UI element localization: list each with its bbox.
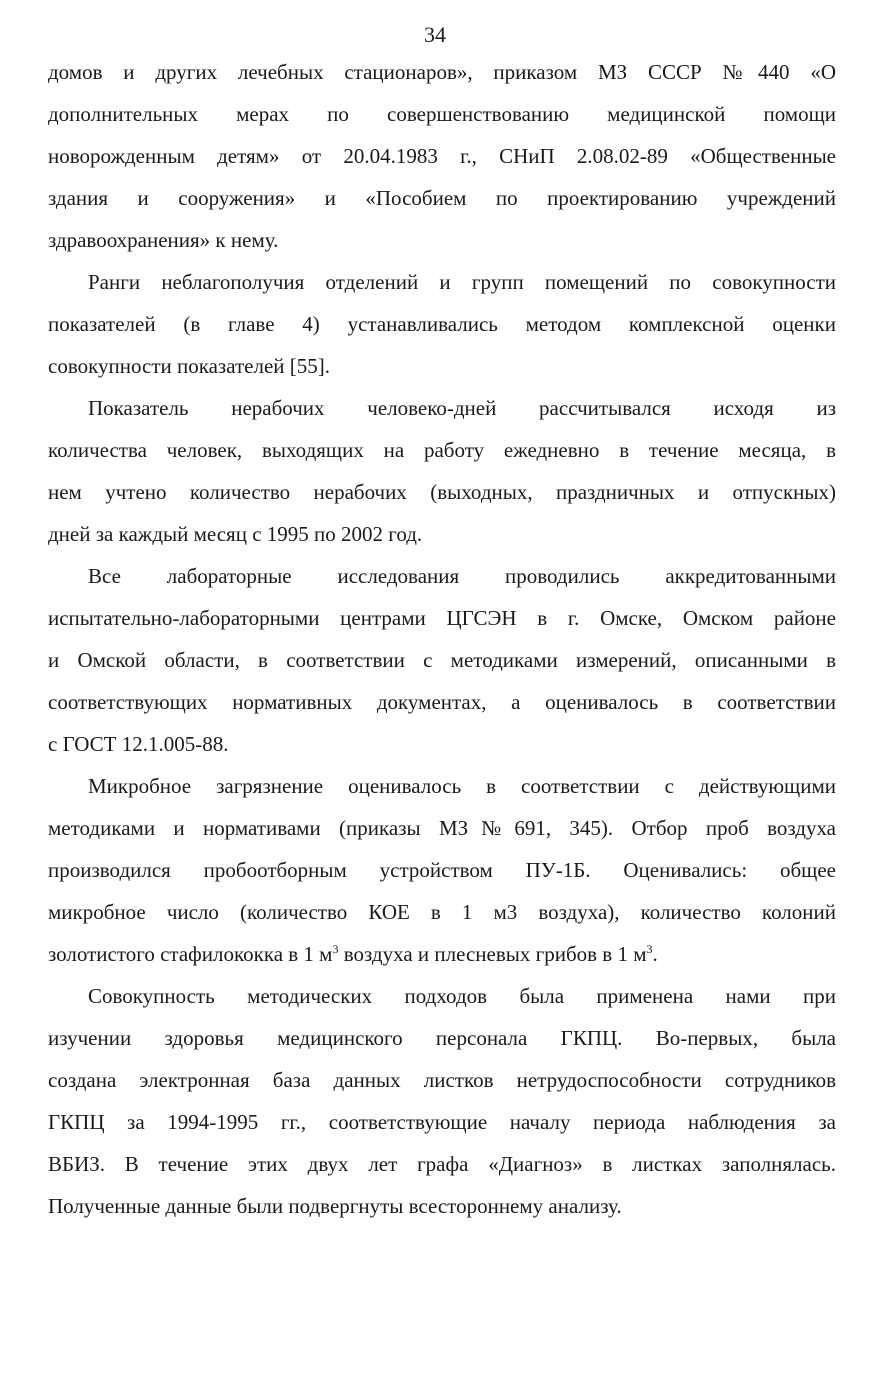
text-line: Микробное загрязнение оценивалось в соответствии с действующими [88,774,836,798]
text-segment: . [652,942,658,966]
text-line: микробное число (количество КОЕ в 1 м3 воздуха), количество колоний [48,900,836,924]
text-line: с ГОСТ 12.1.005-88. [48,732,229,756]
text-line: показателей (в главе 4) устанавливались методом комплексной оценки [48,312,836,336]
text-line: Показатель нерабочих человеко-дней рассчитывался исходя из [88,396,836,420]
text-line: методиками и нормативами (приказы МЗ№691, 345). Отбор проб воздуха [48,816,836,840]
text-line: совокупности показателей [55]. [48,354,331,378]
text-line: дополнительных мерах по совершенствованию медицинской помощи [48,102,836,126]
text-line: Полученные данные были подвергнуты всестороннему анализу. [48,1194,622,1218]
text-segment: золотистого стафилококка в 1 м [48,942,333,966]
superscript: 3 [646,942,653,956]
superscript: 3 [332,942,339,956]
text-segment: воздуха и плесневых грибов в 1 м [338,942,647,966]
text-line: и Омской области, в соответствии с методиками измерений, описанными в [48,648,836,672]
text-line: ГКПЦ за 1994-1995 гг., соответствующие началу периода наблюдения за [48,1110,836,1134]
text-line: ВБИЗ. В течение этих двух лет графа «Диагноз» в листках заполнялась. [48,1152,836,1176]
text-line: нем учтено количество нерабочих (выходных, праздничных и отпускных) [48,480,836,504]
text-line-with-superscripts [48,939,836,969]
text-line: домов и других лечебных стационаров», приказом МЗ СССР №440 «О [48,60,836,84]
text-line: количества человек, выходящих на работу ежедневно в течение месяца, в [48,438,836,462]
text-line: создана электронная база данных листков нетрудоспособности сотрудников [48,1068,836,1092]
text-line: Все лабораторные исследования проводились аккредитованными [88,564,836,588]
text-line: соответствующих нормативных документах, а оценивалось в соответствии [48,690,836,714]
text-line: Совокупность методических подходов была применена нами при [88,984,836,1008]
text-line: Ранги неблагополучия отделений и групп помещений по совокупности [88,270,836,294]
text-line: испытательно-лабораторными центрами ЦГСЭН в г. Омске, Омском районе [48,606,836,630]
text-line: здравоохранения» к нему. [48,228,279,252]
text-line: здания и сооружения» и «Пособием по проектированию учреждений [48,186,836,210]
text-line: дней за каждый месяц с 1995 по 2002 год. [48,522,423,546]
text-line: производился пробоотборным устройством ПУ-1Б. Оценивались: общее [48,858,836,882]
text-line: изучении здоровья медицинского персонала ГКПЦ. Во-первых, была [48,1026,836,1050]
text-line: новорожденным детям» от 20.04.1983 г., СНиП 2.08.02-89 «Общественные [48,144,836,168]
page-number: 34 [424,22,446,47]
